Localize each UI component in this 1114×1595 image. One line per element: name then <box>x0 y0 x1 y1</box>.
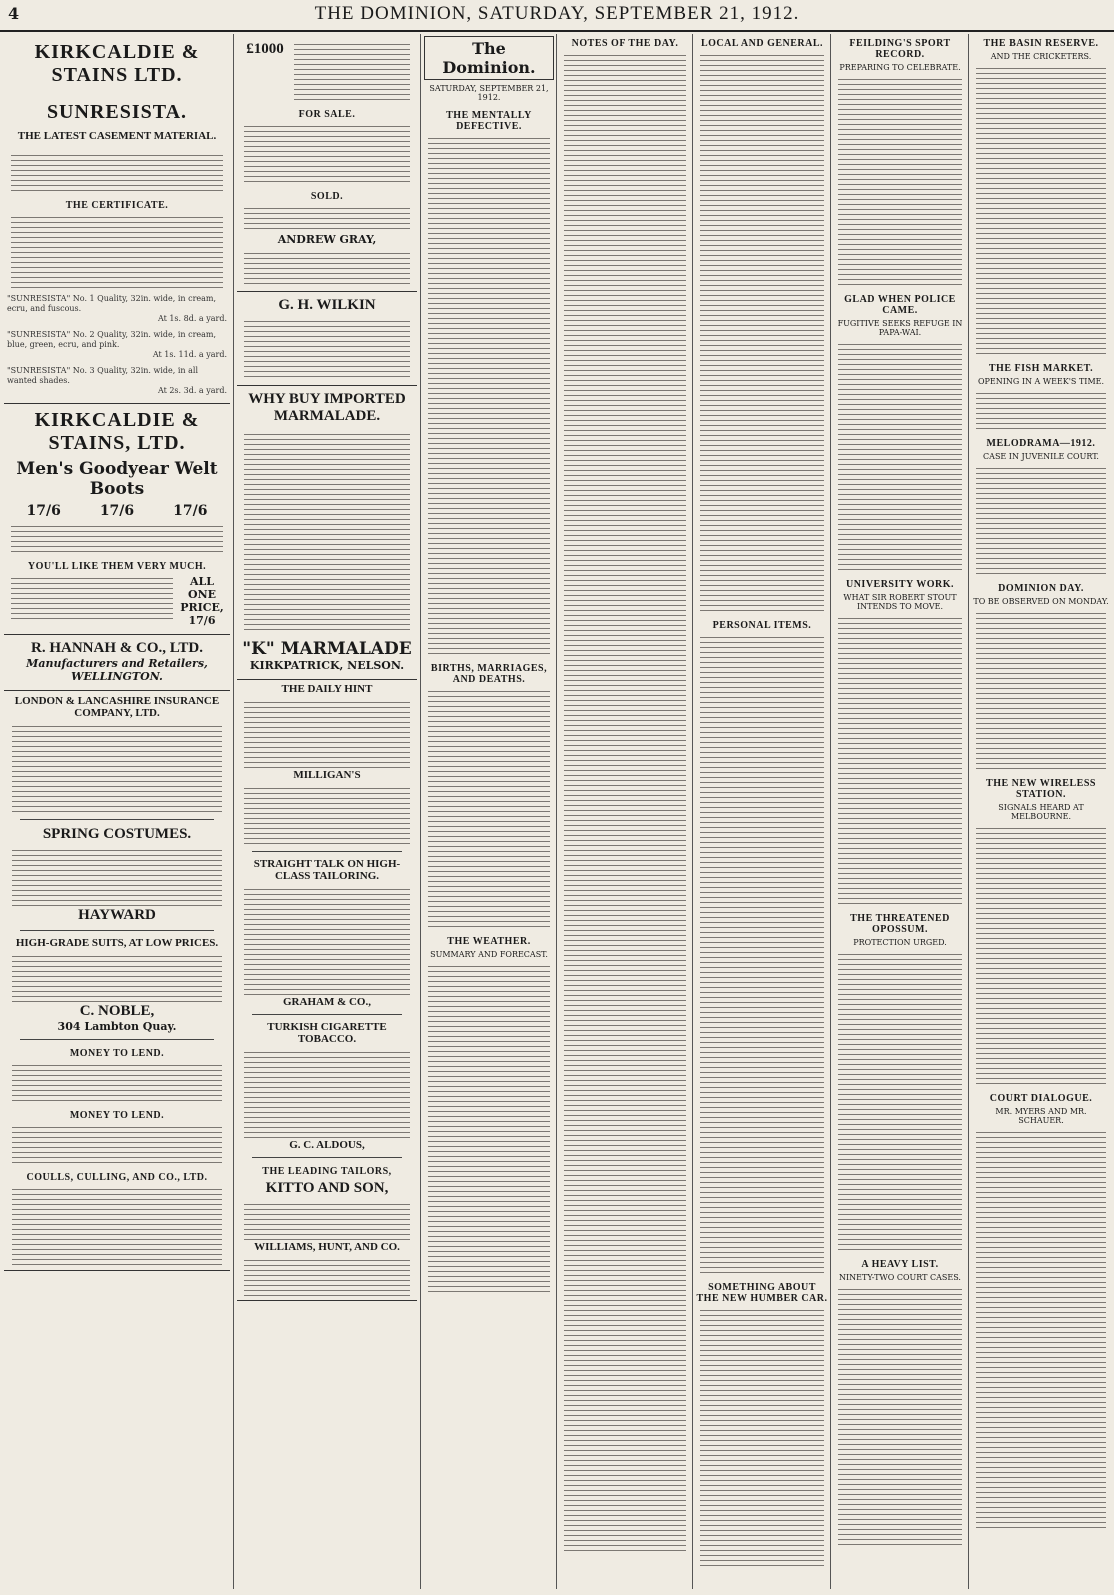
dominion-day-subheading: TO BE OBSERVED ON MONDAY. <box>973 597 1109 606</box>
fish-heading: THE FISH MARKET. <box>988 363 1094 374</box>
court-subheading: MR. MYERS AND MR. SCHAUER. <box>995 1107 1087 1125</box>
local-heading: LOCAL AND GENERAL. <box>700 38 824 49</box>
opossum-heading: THE THREATENED OPOSSUM. <box>850 913 950 935</box>
births-heading: BIRTHS, MARRIAGES, AND DEATHS. <box>430 663 548 685</box>
melodrama-subheading: CASE IN JUVENILE COURT. <box>983 452 1099 461</box>
ad-k9-marmalade: "K" MARMALADE <box>242 639 412 659</box>
fielding-subheading: PREPARING TO CELEBRATE. <box>839 63 961 72</box>
ad-sold: SOLD. <box>310 191 344 202</box>
heavy-list-heading: A HEAVY LIST. <box>861 1259 939 1270</box>
ad-kirkpatrick: KIRKPATRICK, NELSON. <box>249 659 405 672</box>
ad-product: SUNRESISTA. <box>46 101 188 123</box>
column-local <box>696 36 828 1587</box>
melodrama-heading: MELODRAMA—1912. <box>986 438 1096 449</box>
ad-straight-talk: STRAIGHT TALK ON HIGH-CLASS TAILORING. <box>253 858 401 882</box>
fielding-heading: FEILDING'S SPORT RECORD. <box>849 38 951 60</box>
column-editorial <box>424 36 554 1587</box>
ad-price-1: At 1s. 8d. a yard. <box>157 314 227 323</box>
ad-product: Men's Goodyear Welt Boots <box>16 459 218 499</box>
ad-kitto: KITTO AND SON, <box>265 1180 389 1196</box>
personal-heading: PERSONAL ITEMS. <box>712 620 812 631</box>
opossum-subheading: PROTECTION URGED. <box>853 938 947 947</box>
column-notes <box>560 36 690 1587</box>
one-price-label: ALL ONE PRICE, 17/6 <box>180 575 224 627</box>
boot-price: 17/6 <box>173 503 208 519</box>
ad-marmalade-title: WHY BUY IMPORTED MARMALADE. <box>248 391 406 424</box>
ad-quality-3: "SUNRESISTA" No. 3 Quality, 32in. wide, in all wanted shades. <box>7 366 198 385</box>
ad-aldous: G. C. ALDOUS, <box>289 1139 365 1151</box>
ad-turkish-tobacco: TURKISH CIGARETTE TOBACCO. <box>267 1021 387 1045</box>
masthead <box>0 0 1114 32</box>
ad-price-2: At 1s. 11d. a yard. <box>152 350 227 359</box>
editorial-heading: THE MENTALLY DEFECTIVE. <box>446 110 532 132</box>
editorial-date: SATURDAY, SEPTEMBER 21, 1912. <box>429 84 549 102</box>
heavy-list-subheading: NINETY-TWO COURT CASES. <box>839 1273 961 1282</box>
ad-london-lancashire: LONDON & LANCASHIRE INSURANCE COMPANY, LTD. <box>14 695 220 719</box>
humber-heading: SOMETHING ABOUT THE NEW HUMBER CAR. <box>696 1282 828 1304</box>
fish-subheading: OPENING IN A WEEK'S TIME. <box>977 377 1105 386</box>
column-advertisements-mid <box>237 36 417 1587</box>
ad-daily-hint: THE DAILY HINT <box>281 683 373 695</box>
ad-hayward: HAYWARD <box>78 907 156 923</box>
ad-title: KIRKCALDIE & STAINS, LTD. <box>34 409 200 454</box>
ad-andrew-gray: ANDREW GRAY, <box>277 233 377 246</box>
wireless-subheading: SIGNALS HEARD AT MELBOURNE. <box>998 803 1084 821</box>
ad-subtitle: THE LATEST CASEMENT MATERIAL. <box>17 130 217 142</box>
court-heading: COURT DIALOGUE. <box>989 1093 1093 1104</box>
dominion-day-heading: DOMINION DAY. <box>998 583 1084 594</box>
ad-wanted-amount: £1000 <box>246 41 284 57</box>
basin-heading: THE BASIN RESERVE. <box>983 38 1099 49</box>
ad-title: R. HANNAH & CO., LTD. <box>31 640 203 656</box>
ad-heading: YOU'LL LIKE THEM VERY MUCH. <box>27 561 207 572</box>
ad-kirkcaldie-boots <box>4 404 230 635</box>
ad-hannah <box>4 635 230 691</box>
university-heading: UNIVERSITY WORK. <box>845 579 955 590</box>
ad-money-to-lend: MONEY TO LEND. <box>69 1048 165 1059</box>
ad-for-sale: FOR SALE. <box>298 109 356 120</box>
ad-money-to-lend-2: MONEY TO LEND. <box>69 1110 165 1121</box>
column-news-6 <box>834 36 966 1587</box>
ad-wilkin: G. H. WILKIN <box>278 297 376 313</box>
wireless-heading: THE NEW WIRELESS STATION. <box>986 778 1096 800</box>
ad-subtitle: Manufacturers and Retailers, WELLINGTON. <box>26 657 208 683</box>
ad-high-grade-suits: HIGH-GRADE SUITS, AT LOW PRICES. <box>15 937 219 949</box>
ad-price-3: At 2s. 3d. a yard. <box>157 386 227 395</box>
university-subheading: WHAT SIR ROBERT STOUT INTENDS TO MOVE. <box>843 593 957 611</box>
ad-graham: GRAHAM & CO., <box>283 996 371 1008</box>
weather-heading: THE WEATHER. <box>447 936 531 947</box>
page-number: 4 <box>8 4 20 23</box>
ad-quality-2: "SUNRESISTA" No. 2 Quality, 32in. wide, in cream, blue, green, ecru, and pink. <box>7 330 217 349</box>
ad-heading: THE CERTIFICATE. <box>65 200 169 211</box>
column-news-7 <box>972 36 1110 1587</box>
boot-price: 17/6 <box>99 503 135 519</box>
ad-milligans: MILLIGAN'S <box>293 769 361 781</box>
ad-noble: C. NOBLE, <box>79 1003 155 1019</box>
ad-title: KIRKCALDIE & STAINS LTD. <box>34 41 200 86</box>
police-heading: GLAD WHEN POLICE CAME. <box>844 294 956 316</box>
police-subheading: FUGITIVE SEEKS REFUGE IN PAPA-WAI. <box>837 319 963 337</box>
ad-kirkcaldie-sunresista <box>4 36 230 404</box>
column-advertisements-left <box>4 36 230 1587</box>
ad-leading-tailors: THE LEADING TAILORS, <box>262 1166 392 1177</box>
newspaper-title: THE DOMINION, SATURDAY, SEPTEMBER 21, 1912. <box>314 3 800 24</box>
ad-coulls: COULLS, CULLING, AND CO., LTD. <box>26 1172 208 1183</box>
weather-subheading: SUMMARY AND FORECAST. <box>430 950 548 959</box>
notes-heading: NOTES OF THE DAY. <box>571 38 679 49</box>
boot-price: 17/6 <box>26 503 61 519</box>
ad-quality-1: "SUNRESISTA" No. 1 Quality, 32in. wide, in cream, ecru, and fuscous. <box>7 294 217 313</box>
ad-noble-address: 304 Lambton Quay. <box>57 1020 177 1033</box>
ad-spring-costumes: SPRING COSTUMES. <box>42 826 192 842</box>
basin-subheading: AND THE CRICKETERS. <box>990 52 1092 61</box>
ad-williams-hunt: WILLIAMS, HUNT, AND CO. <box>254 1241 400 1253</box>
dominion-masthead: The Dominion. <box>424 36 554 80</box>
